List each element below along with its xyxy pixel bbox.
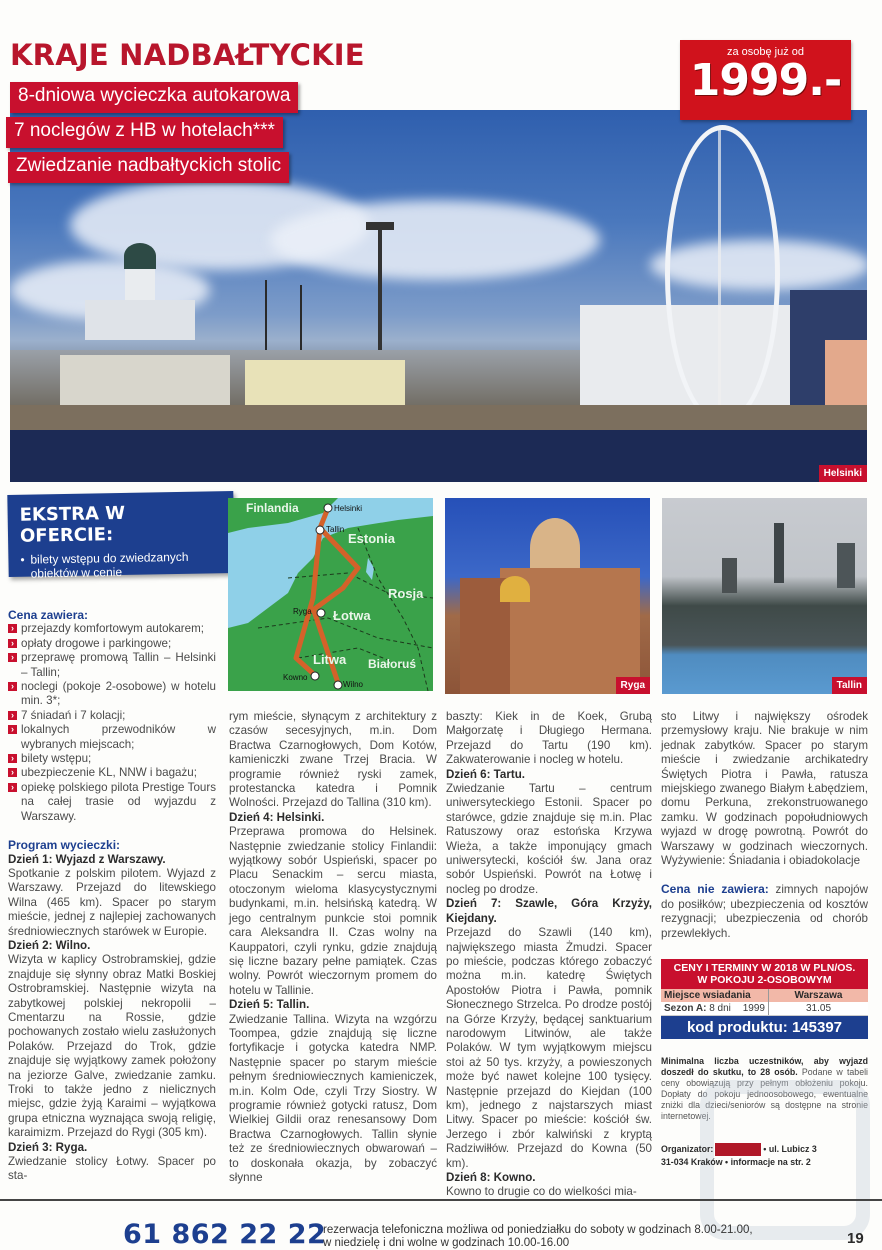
day-2-title: Dzień 2: Wilno. xyxy=(8,938,91,952)
price-table-header: CENY I TERMINY W 2018 W PLN/OS. W POKOJU 2-OSOBOWYM xyxy=(661,959,868,989)
extra-offer-title: EKSTRA W OFERCIE: xyxy=(19,502,126,547)
photo-tallin xyxy=(662,498,867,694)
season-label: Sezon A: xyxy=(664,1003,707,1014)
ferris-wheel xyxy=(665,125,780,425)
svg-text:Estonia: Estonia xyxy=(348,531,395,546)
day-3-text-start: Zwiedzanie stolicy Łotwy. Spacer po sta- xyxy=(8,1155,216,1183)
svg-text:Finlandia: Finlandia xyxy=(246,501,299,515)
map-graphic xyxy=(228,498,433,691)
footer-divider xyxy=(0,1199,882,1201)
organizer-label: Organizator: xyxy=(661,1144,714,1154)
excludes-heading: Cena nie zawiera: xyxy=(661,882,769,897)
season-price: 1999 xyxy=(742,1003,765,1014)
includes-item: › przeprawę promową Tallin – Helsinki – Tallin; xyxy=(8,651,216,680)
day-8-text-cont: sto Litwy i największy ośrodek przemysłowy kraju. Nie brakuje w nim jednak zabytków. Spacer po starym mieście i zwiedzanie archikatedry Świętych Piotra i Pawła, ratusza miejskiego zwanego Białym Łabędziem, domu Perkuna, zrekonstruowanego zamku. W godzinach popołudniowych wyjazd w drogę powrotną. Powrót do Warszawy w godzinach wieczornych. Wyżywienie: Śniadania i obiadokolacje xyxy=(661,710,868,868)
day-6-title: Dzień 6: Tartu. xyxy=(446,767,526,781)
svg-text:Wilno: Wilno xyxy=(343,680,364,689)
day-8-text-start: Kowno to drugie co do wielkości mia- xyxy=(446,1185,637,1199)
svg-text:Ryga: Ryga xyxy=(293,607,312,616)
photo-ryga xyxy=(445,498,650,694)
day-7-text: Przejazd do Szawli (140 km), największego miasta Żmudzi. Spacer po mieście, podczas którego zobaczyć można m.in. katedrę Świętych Apostołów Piotra i Pawła, pomnik Słonecznego Strzelca. Po drodze postój na Górze Krzyży, będącej sanktuarium narodowym Litwinów, ale także Polaków. W tym wyjątkowym miejscu stoi aż 50 tys. krzyży, a powieszonych może być nawet kolejne 100 tysięcy. Następnie przejazd do Kiejdan (100 km), jednego z najstarszych miast Litwy. Spacer po mieście: kościół św. Jerzego i zbór kalwiński z kryptą Radziwiłłów. Przejazd do Kowna (50 km). xyxy=(446,926,652,1170)
day-6-text: Zwiedzanie Tartu – centrum uniwersyteckiego Estonii. Spacer po starówce, gdzie znajduje się m.in. Plac Ratuszowy oraz estońska Krzywa Wieża, a także imponujący gmach uniwersytecki, kościół św. Jana oraz sobór Uspieński. Powrót na Łotwę i nocleg po drodze. xyxy=(446,782,652,896)
day-3-title: Dzień 3: Ryga. xyxy=(8,1140,88,1154)
min-participants: Minimalna liczba uczestników, aby wyjazd doszedł do skutku, to 28 osób. xyxy=(661,1056,868,1077)
feature-tag-duration: 8-dniowa wycieczka autokarowa xyxy=(10,82,298,113)
includes-list xyxy=(8,622,216,824)
day-7-title: Dzień 7: Szawle, Góra Krzyży, Kiejdany. xyxy=(446,897,652,925)
price-table-row xyxy=(661,1002,868,1016)
price-table-column-headers xyxy=(661,989,868,1002)
price-badge xyxy=(680,40,851,120)
includes-item: › bilety wstępu; xyxy=(8,752,216,766)
day-5-text-cont: baszty: Kiek in de Koek, Grubą Małgorzatę i Długiego Hermana. Przejazd do Tartu (190 km). Zakwaterowanie i nocleg w hotelu. xyxy=(446,710,652,767)
price-value: 1999.- xyxy=(689,55,842,106)
svg-text:Helsinki: Helsinki xyxy=(334,504,363,513)
day-8-title: Dzień 8: Kowno. xyxy=(446,1171,536,1184)
includes-item: › przejazdy komfortowym autokarem; xyxy=(8,622,216,636)
includes-item: › noclegi (pokoje 2-osobowe) w hotelu min. 3*; xyxy=(8,680,216,709)
includes-item: › ubezpieczenie KL, NNW i bagażu; xyxy=(8,766,216,780)
organizer-address-1: • ul. Lubicz 3 xyxy=(763,1144,817,1154)
svg-text:Kowno: Kowno xyxy=(283,673,308,682)
cathedral-dome xyxy=(124,243,156,269)
day-5-title: Dzień 5: Tallin. xyxy=(229,998,310,1012)
day-2-text: Wizyta w kaplicy Ostrobramskiej, gdzie znajduje się słynny obraz Matki Boskiej Ostrobramskiej. Następnie wizyta na zabytkowej polskiej nekropolii – Cmentarzu na Rossie, gdzie pochowanych zostało wielu zasłużonych Polaków. Przejazd do Trok, gdzie znajduje się wyjątkowy zamek położony na jeziorze Galve, zwiedzanie zamku. Troki to także jedno z nielicznych miejsc, gdzie żyją Karaimi – wyjątkowa grupa etniczna wyznająca swoją religię, karaimizm. Przejazd do Rygi (305 km). xyxy=(8,953,216,1140)
feature-tag-accommodation: 7 noclegów z HB w hotelach*** xyxy=(6,117,283,148)
includes-item: › opiekę polskiego pilota Prestige Tours na całej trasie od wyjazdu z Warszawy. xyxy=(8,781,216,824)
photo-label-ryga: Ryga xyxy=(616,677,650,694)
includes-item: › opłaty drogowe i parkingowe; xyxy=(8,637,216,651)
col-header-boarding: Miejsce wsiadania xyxy=(661,989,769,1002)
extra-offer-box xyxy=(7,491,234,581)
column-4 xyxy=(661,710,868,941)
day-3-text-cont: rym mieście, słynącym z architektury z czasów secesyjnych, m.in. Dom Bractwa Czarnogłowych, Dom Kotów, kamieniczki zwane Trzej Bracia. W programie również ryski zamek, protestancka katedra i Pomnik Wolności. Przejazd do Tallina (310 km). xyxy=(229,710,437,810)
svg-text:Łotwa: Łotwa xyxy=(333,608,371,623)
photo-label-tallin: Tallin xyxy=(832,677,867,694)
extra-offer-bullet: • bilety wstępu do zwiedzanych obiektów w cenie xyxy=(20,549,222,581)
season-days: 8 dni xyxy=(709,1003,731,1014)
page-number: 19 xyxy=(847,1230,864,1247)
day-1-title: Dzień 1: Wyjazd z Warszawy. xyxy=(8,852,166,866)
price-table xyxy=(661,959,868,1039)
svg-text:Tallin: Tallin xyxy=(326,525,345,534)
day-4-text: Przeprawa promowa do Helsinek. Następnie zwiedzanie stolicy Finlandii: wyjątkowy sobór Uspieński, spacer po Placu Senackim – sercu miasta, otoczonym wieloma klasycystycznymi budynkami, m.in. helsińską katedrą. W jego centralnym punkcie stoi pomnik cara Aleksandra II. Czas wolny na Kauppatori, czyli rynku, gdzie znajdują się liczne bazary pełne pamiątek. Czas wolny. Powrót wieczornym promem do hotelu w Tallinie. xyxy=(229,825,437,997)
column-2 xyxy=(229,710,437,1185)
organizer-info xyxy=(661,1143,817,1168)
day-4-title: Dzień 4: Helsinki. xyxy=(229,810,325,824)
includes-item: › 7 śniadań i 7 kolacji; xyxy=(8,709,216,723)
excludes-text: zimnych napojów do posiłków; ubezpieczenia od kosztów rezygnacji; ubezpieczenia od chorób przewlekłych. xyxy=(661,883,868,940)
departure-date: 31.05 xyxy=(805,1003,832,1014)
column-1 xyxy=(8,608,216,1184)
day-1-text: Spotkanie z polskim pilotem. Wyjazd z Warszawy. Przejazd do litewskiego Wilna (465 km). Spacer po starym mieście, jednej z najlepiej zachowanych średniowiecznych starówek w Europie. xyxy=(8,866,216,938)
includes-item: › lokalnych przewodników w wybranych miejscach; xyxy=(8,723,216,752)
feature-tag-sightseeing: Zwiedzanie nadbałtyckich stolic xyxy=(8,152,289,183)
day-5-text-start: Zwiedzanie Tallina. Wizyta na wzgórzu Toompea, gdzie znajdują się liczne fortyfikacje i gotycka katedra NMP. Następnie spacer po starym mieście pełnym średniowiecznych kamieniczek, m.in. Kolm Ode, czyli Trzy Siostry. W programie również gotycki ratusz, Dom Wielkiej Gildii oraz renesansowy Dom Bractwa Czarnogłowych. Tallin słynie też ze średniowiecznych obwarowań – to doskonała okazja, by zobaczyć słynne xyxy=(229,1012,437,1184)
photo-label-helsinki: Helsinki xyxy=(819,465,867,482)
phone-hours: rezerwacja telefoniczna możliwa od poniedziałku do soboty w godzinach 8.00-21.00, w niedzielę i dni wolne w godzinach 10.00-16.00 xyxy=(323,1224,753,1249)
phone-number[interactable]: 61 862 22 22 xyxy=(123,1219,327,1250)
column-3 xyxy=(446,710,652,1200)
organizer-logo xyxy=(715,1143,761,1156)
page-title: KRAJE NADBAŁTYCKIE xyxy=(10,38,365,72)
terms-text: Podane w tabeli ceny obowiązują przy pełnym obłożeniu pokoju. Dopłaty do pokoju jednoosobowego, ewentualne zniżki dla dzieci/seniorów są dostępne na stronie internetowej. xyxy=(661,1067,868,1121)
price-prefix: za osobę już od xyxy=(726,46,805,58)
route-map xyxy=(228,498,433,691)
program-heading: Program wycieczki: xyxy=(8,838,121,853)
organizer-address-2: 31-034 Kraków • informacje na str. 2 xyxy=(661,1157,811,1168)
svg-text:Białoruś: Białoruś xyxy=(368,657,417,671)
product-code: kod produktu: 145397 xyxy=(661,1016,868,1039)
svg-text:Rosja: Rosja xyxy=(388,586,424,601)
col-header-city: Warszawa xyxy=(794,990,843,1001)
svg-text:Litwa: Litwa xyxy=(313,652,347,667)
includes-heading: Cena zawiera: xyxy=(8,608,89,622)
